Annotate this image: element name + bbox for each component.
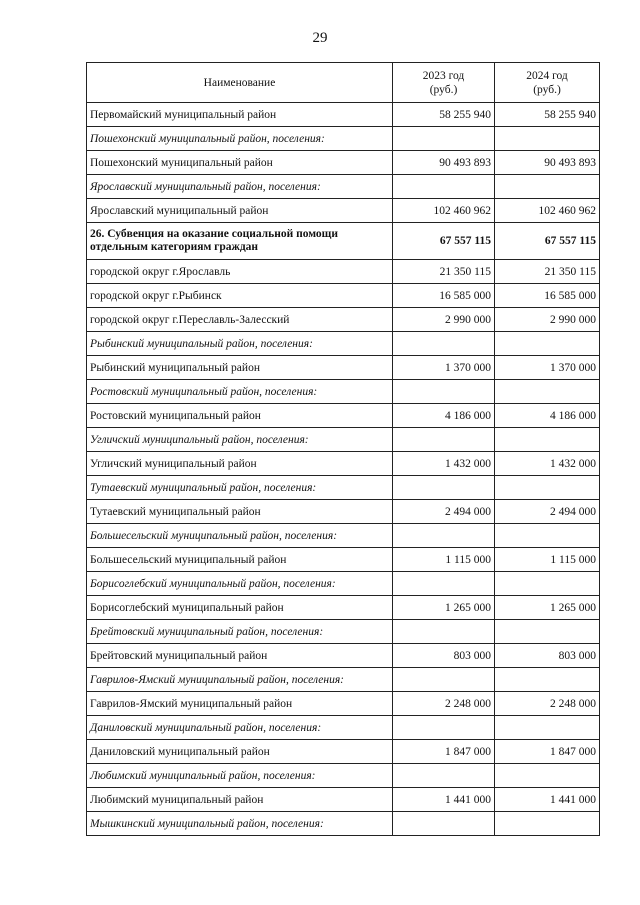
row-name-cell: 26. Субвенция на оказание социальной помощи отдельным категориям граждан — [87, 223, 393, 260]
table-row — [87, 476, 600, 500]
table-row — [87, 572, 600, 596]
row-value-2024-cell: 1 441 000 — [495, 788, 600, 812]
row-name-cell: Даниловский муниципальный район — [87, 740, 393, 764]
page-number: 29 — [312, 30, 328, 46]
row-value-2024-cell — [495, 127, 600, 151]
table-row — [87, 175, 600, 199]
row-value-2023-cell: 4 186 000 — [393, 404, 495, 428]
row-name-cell: Ростовский муниципальный район — [87, 404, 393, 428]
row-value-2023-cell: 1 441 000 — [393, 788, 495, 812]
table-row — [87, 284, 600, 308]
row-value-2023-cell — [393, 127, 495, 151]
row-value-2023-cell: 1 115 000 — [393, 548, 495, 572]
row-value-2024-cell: 1 265 000 — [495, 596, 600, 620]
row-value-2023-cell — [393, 716, 495, 740]
row-value-2024-cell: 21 350 115 — [495, 260, 600, 284]
row-name-cell: Любимский муниципальный район — [87, 788, 393, 812]
header-2024-unit: (руб.) — [533, 83, 561, 96]
row-name-cell: Ярославский муниципальный район — [87, 199, 393, 223]
row-value-2024-cell — [495, 380, 600, 404]
table-row — [87, 692, 600, 716]
table-row — [87, 524, 600, 548]
row-value-2024-cell: 1 847 000 — [495, 740, 600, 764]
table-row — [87, 500, 600, 524]
row-value-2023-cell: 58 255 940 — [393, 103, 495, 127]
row-name-cell: Даниловский муниципальный район, поселения: — [87, 716, 393, 740]
row-value-2024-cell: 58 255 940 — [495, 103, 600, 127]
table-row — [87, 127, 600, 151]
row-value-2023-cell — [393, 380, 495, 404]
row-name-cell: городской округ г.Рыбинск — [87, 284, 393, 308]
row-value-2023-cell: 102 460 962 — [393, 199, 495, 223]
row-name-cell: Гаврилов-Ямский муниципальный район — [87, 692, 393, 716]
row-value-2024-cell: 1 115 000 — [495, 548, 600, 572]
table-row — [87, 620, 600, 644]
row-name-cell: Угличский муниципальный район, поселения: — [87, 428, 393, 452]
row-name-cell: Мышкинский муниципальный район, поселения: — [87, 812, 393, 836]
row-name-cell: Рыбинский муниципальный район — [87, 356, 393, 380]
row-value-2023-cell — [393, 620, 495, 644]
row-value-2024-cell — [495, 476, 600, 500]
table-row — [87, 548, 600, 572]
row-value-2023-cell: 2 248 000 — [393, 692, 495, 716]
table-row — [87, 596, 600, 620]
header-name — [87, 63, 393, 103]
header-2023-year: 2023 год — [422, 69, 465, 82]
row-value-2023-cell — [393, 764, 495, 788]
row-value-2023-cell: 2 990 000 — [393, 308, 495, 332]
table-row — [87, 103, 600, 127]
row-value-2023-cell: 803 000 — [393, 644, 495, 668]
row-value-2024-cell — [495, 764, 600, 788]
row-value-2024-cell — [495, 716, 600, 740]
row-name-cell: городской округ г.Переславль-Залесский — [87, 308, 393, 332]
row-value-2024-cell: 2 494 000 — [495, 500, 600, 524]
table-row — [87, 223, 600, 260]
row-value-2023-cell — [393, 668, 495, 692]
row-value-2024-cell — [495, 812, 600, 836]
row-name-cell: Большесельский муниципальный район, поселения: — [87, 524, 393, 548]
row-value-2023-cell — [393, 428, 495, 452]
row-value-2024-cell: 4 186 000 — [495, 404, 600, 428]
row-name-cell: Брейтовский муниципальный район, поселения: — [87, 620, 393, 644]
row-value-2023-cell: 16 585 000 — [393, 284, 495, 308]
table-row — [87, 788, 600, 812]
row-value-2023-cell — [393, 332, 495, 356]
table-row — [87, 812, 600, 836]
table-row — [87, 308, 600, 332]
header-2023 — [393, 63, 495, 103]
header-2024-year: 2024 год — [526, 69, 568, 82]
row-value-2023-cell — [393, 175, 495, 199]
row-value-2024-cell: 90 493 893 — [495, 151, 600, 175]
row-name-cell: Борисоглебский муниципальный район, поселения: — [87, 572, 393, 596]
row-name-cell: Большесельский муниципальный район — [87, 548, 393, 572]
row-value-2023-cell: 1 432 000 — [393, 452, 495, 476]
row-value-2024-cell — [495, 668, 600, 692]
row-value-2024-cell: 2 248 000 — [495, 692, 600, 716]
table-header-row — [87, 63, 600, 103]
row-value-2024-cell: 102 460 962 — [495, 199, 600, 223]
row-name-cell: Борисоглебский муниципальный район — [87, 596, 393, 620]
row-name-cell: городской округ г.Ярославль — [87, 260, 393, 284]
row-value-2024-cell: 1 370 000 — [495, 356, 600, 380]
row-name-cell: Пошехонский муниципальный район — [87, 151, 393, 175]
table-row — [87, 199, 600, 223]
row-value-2024-cell — [495, 428, 600, 452]
row-value-2024-cell — [495, 524, 600, 548]
table-row — [87, 151, 600, 175]
row-value-2024-cell — [495, 620, 600, 644]
row-value-2023-cell — [393, 572, 495, 596]
row-value-2024-cell — [495, 175, 600, 199]
row-value-2023-cell: 21 350 115 — [393, 260, 495, 284]
row-name-cell: Пошехонский муниципальный район, поселения: — [87, 127, 393, 151]
table-row — [87, 404, 600, 428]
table-row — [87, 716, 600, 740]
header-2024 — [495, 63, 600, 103]
row-value-2023-cell — [393, 476, 495, 500]
row-value-2023-cell: 1 265 000 — [393, 596, 495, 620]
table-row — [87, 428, 600, 452]
table-row — [87, 764, 600, 788]
row-name-cell: Ростовский муниципальный район, поселения: — [87, 380, 393, 404]
row-value-2023-cell: 90 493 893 — [393, 151, 495, 175]
row-name-cell: Гаврилов-Ямский муниципальный район, поселения: — [87, 668, 393, 692]
row-value-2023-cell: 1 370 000 — [393, 356, 495, 380]
table-row — [87, 380, 600, 404]
table-row — [87, 668, 600, 692]
row-name-cell: Брейтовский муниципальный район — [87, 644, 393, 668]
table-row — [87, 356, 600, 380]
header-2023-unit: (руб.) — [429, 83, 458, 96]
row-value-2024-cell: 16 585 000 — [495, 284, 600, 308]
row-value-2024-cell — [495, 332, 600, 356]
row-value-2023-cell — [393, 812, 495, 836]
row-name-cell: Первомайский муниципальный район — [87, 103, 393, 127]
row-value-2024-cell: 1 432 000 — [495, 452, 600, 476]
row-value-2024-cell — [495, 572, 600, 596]
row-value-2023-cell: 1 847 000 — [393, 740, 495, 764]
row-name-cell: Любимский муниципальный район, поселения: — [87, 764, 393, 788]
row-value-2024-cell: 2 990 000 — [495, 308, 600, 332]
row-name-cell: Ярославский муниципальный район, поселения: — [87, 175, 393, 199]
table-row — [87, 740, 600, 764]
row-name-cell: Рыбинский муниципальный район, поселения: — [87, 332, 393, 356]
row-value-2024-cell: 803 000 — [495, 644, 600, 668]
table-row — [87, 332, 600, 356]
header-name-label: Наименование — [203, 76, 276, 89]
table-row — [87, 644, 600, 668]
budget-table — [86, 62, 600, 836]
table-row — [87, 260, 600, 284]
row-value-2024-cell: 67 557 115 — [495, 223, 600, 260]
table-body — [87, 103, 600, 836]
row-value-2023-cell: 2 494 000 — [393, 500, 495, 524]
table-row — [87, 452, 600, 476]
row-name-cell: Тутаевский муниципальный район, поселения: — [87, 476, 393, 500]
row-name-cell: Угличский муниципальный район — [87, 452, 393, 476]
row-name-cell: Тутаевский муниципальный район — [87, 500, 393, 524]
row-value-2023-cell — [393, 524, 495, 548]
row-value-2023-cell: 67 557 115 — [393, 223, 495, 260]
